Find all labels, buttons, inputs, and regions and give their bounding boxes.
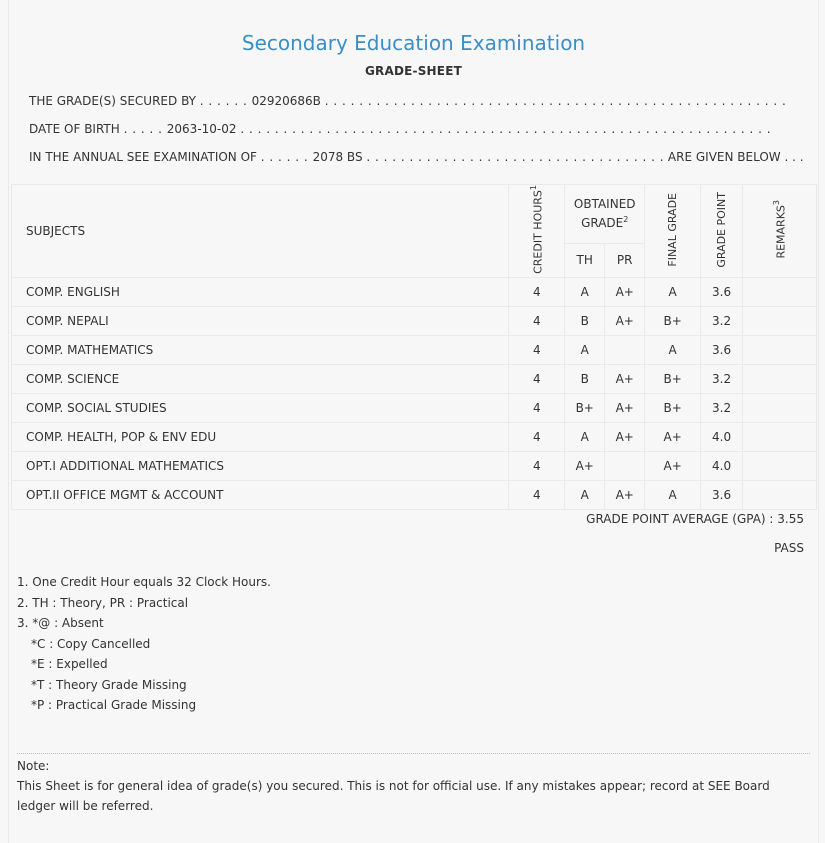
table-row (12, 306, 817, 335)
result-status: PASS (774, 541, 804, 555)
subject-cell: COMP. MATHEMATICS (12, 335, 509, 364)
grade-sheet (8, 0, 819, 843)
secured-by-label: THE GRADE(S) SECURED BY (29, 94, 196, 108)
grade-point-cell: 4.0 (701, 451, 743, 480)
final-grade-cell: A (645, 480, 701, 509)
gpa-value: 3.55 (777, 512, 804, 526)
final-grade-cell: B+ (645, 306, 701, 335)
given-below: ARE GIVEN BELOW . . . (667, 150, 804, 164)
table-row (12, 364, 817, 393)
header-final-grade: FINAL GRADE (645, 185, 701, 278)
credit-hours-cell: 4 (509, 277, 565, 306)
dob-value: 2063-10-02 (166, 122, 237, 136)
practical-grade-cell: A+ (605, 393, 645, 422)
theory-grade-cell: A (565, 335, 605, 364)
table-row (12, 422, 817, 451)
theory-grade-cell: A (565, 422, 605, 451)
subject-cell: COMP. SOCIAL STUDIES (12, 393, 509, 422)
remarks-cell (743, 277, 817, 306)
final-grade-cell: B+ (645, 364, 701, 393)
theory-grade-cell: A+ (565, 451, 605, 480)
exam-year: 2078 BS (312, 150, 363, 164)
dob-label: DATE OF BIRTH (29, 122, 120, 136)
grade-point-cell: 3.6 (701, 480, 743, 509)
grade-point-cell: 3.2 (701, 306, 743, 335)
grade-point-cell: 3.6 (701, 277, 743, 306)
grade-point-cell: 4.0 (701, 422, 743, 451)
credit-hours-cell: 4 (509, 393, 565, 422)
exam-line: IN THE ANNUAL SEE EXAMINATION OF . . . . . . 2078 BS . . . . . . . . . . . . . . . . . . . . . . . . . . . . . . . . . . . ARE GIVEN BELOW . . . (29, 150, 804, 164)
footnote-absent: 3. *@ : Absent (17, 616, 104, 630)
header-credit-hours: CREDIT HOURS$^1$ (509, 185, 565, 278)
footnotes (17, 572, 271, 716)
credit-hours-cell: 4 (509, 451, 565, 480)
subject-cell: OPT.II OFFICE MGMT & ACCOUNT (12, 480, 509, 509)
credit-hours-cell: 4 (509, 306, 565, 335)
practical-grade-cell (605, 335, 645, 364)
table-row (12, 277, 817, 306)
exam-label: IN THE ANNUAL SEE EXAMINATION OF (29, 150, 257, 164)
subject-cell: OPT.I ADDITIONAL MATHEMATICS (12, 451, 509, 480)
header-th: TH (565, 243, 605, 277)
dob-line: DATE OF BIRTH . . . . . 2063-10-02 . . . . . . . . . . . . . . . . . . . . . . . . . . . . . . . . . . . . . . . . . . . . . . . . . . . . . . . . . . . . . . (29, 122, 772, 136)
grade-point-cell: 3.6 (701, 335, 743, 364)
note-label: Note: (17, 759, 50, 773)
subject-cell: COMP. NEPALI (12, 306, 509, 335)
footnote-practical-missing: *P : Practical Grade Missing (31, 698, 197, 712)
credit-hours-cell: 4 (509, 480, 565, 509)
grades-table (11, 184, 817, 510)
page-title: Secondary Education Examination (241, 31, 586, 55)
gpa-label: GRADE POINT AVERAGE (GPA) : (586, 512, 774, 526)
student-info (9, 94, 818, 178)
grade-point-cell: 3.2 (701, 393, 743, 422)
remarks-cell (743, 393, 817, 422)
remarks-cell (743, 422, 817, 451)
final-grade-cell: A (645, 277, 701, 306)
final-grade-cell: A+ (645, 451, 701, 480)
remarks-cell (743, 480, 817, 509)
final-grade-cell: A+ (645, 422, 701, 451)
subject-cell: COMP. ENGLISH (12, 277, 509, 306)
practical-grade-cell: A+ (605, 277, 645, 306)
header-pr: PR (605, 243, 645, 277)
header-grade-point: GRADE POINT (701, 185, 743, 278)
grade-point-cell: 3.2 (701, 364, 743, 393)
note-text: This Sheet is for general idea of grade(s) you secured. This is not for official use. If any mistakes appear; record at SEE Board ledger will be referred. (17, 779, 770, 813)
subject-cell: COMP. SCIENCE (12, 364, 509, 393)
footnote-theory-practical: 2. TH : Theory, PR : Practical (17, 595, 189, 610)
secured-by-line: THE GRADE(S) SECURED BY . . . . . . 02920686B . . . . . . . . . . . . . . . . . . . . . . . . . . . . . . . . . . . . . . . . . . . . . . . . . . . . . . (29, 94, 787, 108)
practical-grade-cell (605, 451, 645, 480)
final-grade-cell: A (645, 335, 701, 364)
header-remarks: REMARKS$^3$ (743, 185, 817, 278)
footnote-credit-hour: 1. One Credit Hour equals 32 Clock Hours. (17, 575, 271, 589)
remarks-cell (743, 451, 817, 480)
practical-grade-cell: A+ (605, 306, 645, 335)
theory-grade-cell: B (565, 306, 605, 335)
page-subtitle: GRADE-SHEET (365, 64, 462, 78)
theory-grade-cell: A (565, 480, 605, 509)
theory-grade-cell: B+ (565, 393, 605, 422)
footnote-theory-missing: *T : Theory Grade Missing (31, 677, 187, 692)
header-subjects: SUBJECTS (12, 185, 509, 278)
table-row (12, 335, 817, 364)
theory-grade-cell: A (565, 277, 605, 306)
credit-hours-cell: 4 (509, 335, 565, 364)
theory-grade-cell: B (565, 364, 605, 393)
subject-cell: COMP. HEALTH, POP & ENV EDU (12, 422, 509, 451)
footnote-expelled: *E : Expelled (31, 657, 108, 671)
note-section (17, 756, 807, 816)
table-row (12, 480, 817, 509)
footnote-copy-cancelled: *C : Copy Cancelled (31, 636, 151, 651)
practical-grade-cell: A+ (605, 422, 645, 451)
table-row (12, 393, 817, 422)
divider (17, 753, 810, 754)
symbol-number: 02920686B (251, 94, 321, 108)
remarks-cell (743, 306, 817, 335)
remarks-cell (743, 335, 817, 364)
gpa-line (586, 512, 804, 526)
credit-hours-cell: 4 (509, 422, 565, 451)
table-row (12, 451, 817, 480)
final-grade-cell: B+ (645, 393, 701, 422)
remarks-cell (743, 364, 817, 393)
practical-grade-cell: A+ (605, 480, 645, 509)
credit-hours-cell: 4 (509, 364, 565, 393)
header-obtained-grade: OBTAINED GRADE$^2$ (565, 185, 645, 244)
practical-grade-cell: A+ (605, 364, 645, 393)
